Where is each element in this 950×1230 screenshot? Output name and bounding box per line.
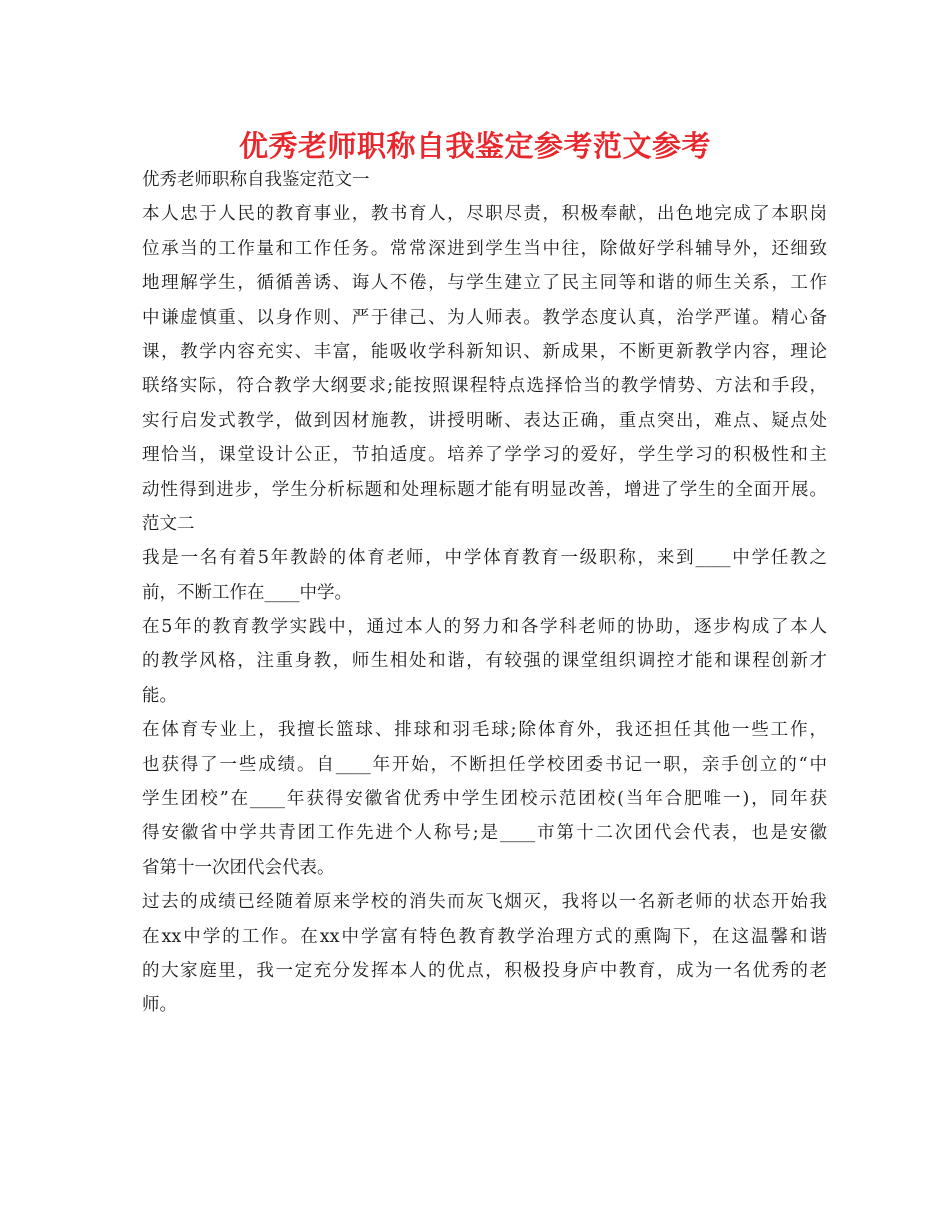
- text-line: 课，教学内容充实、丰富，能吸收学科新知识、新成果，不断更新教学内容，理论: [142, 341, 827, 362]
- text-line: 也获得了一些成绩。自____年开始，不断担任学校团委书记一职，亲手创立的“中: [142, 754, 827, 775]
- text-line: 联络实际，符合教学大纲要求;能按照课程特点选择恰当的教学情势、方法和手段，: [142, 376, 827, 397]
- section-heading-1: 优秀老师职称自我鉴定范文一: [142, 170, 370, 190]
- text-line: 在5年的教育教学实践中，通过本人的努力和各学科老师的协助，逐步构成了本人: [142, 617, 827, 638]
- text-line: 理恰当，课堂设计公正，节拍适度。培养了学学习的爱好，学生学习的积极性和主: [142, 445, 827, 466]
- text-line: 动性得到进步，学生分析标题和处理标题才能有明显改善，增进了学生的全面开展。: [142, 479, 827, 500]
- text-line: 的大家庭里，我一定充分发挥本人的优点，积极投身庐中教育，成为一名优秀的老: [142, 960, 827, 981]
- text-line: 省第十一次团代会代表。: [142, 857, 335, 878]
- text-line: 在体育专业上，我擅长篮球、排球和羽毛球;除体育外，我还担任其他一些工作，: [142, 720, 827, 741]
- text-line: 师。: [142, 995, 177, 1016]
- text-line: 实行启发式教学，做到因材施教，讲授明晰、表达正确，重点突出，难点、疑点处: [142, 410, 827, 431]
- text-line: 我是一名有着5年教龄的体育老师，中学体育教育一级职称，来到____中学任教之: [142, 548, 827, 569]
- document-title: 优秀老师职称自我鉴定参考范文参考: [238, 129, 711, 163]
- text-line: 学生团校”在____年获得安徽省优秀中学生团校示范团校(当年合肥唯一)，同年获: [142, 789, 827, 810]
- text-line: 在xx中学的工作。在xx中学富有特色教育教学治理方式的熏陶下，在这温馨和谐: [142, 926, 827, 947]
- text-line: 本人忠于人民的教育事业，教书育人，尽职尽责，积极奉献，出色地完成了本职岗: [142, 204, 827, 225]
- text-line: 的教学风格，注重身教，师生相处和谐，有较强的课堂组织调控才能和课程创新才: [142, 651, 827, 672]
- text-line: 能。: [142, 685, 177, 706]
- section-heading-2: 范文二: [142, 513, 195, 534]
- text-line: 中谦虚慎重、以身作则、严于律己、为人师表。教学态度认真，治学严谨。精心备: [142, 307, 827, 328]
- text-line: 地理解学生，循循善诱、诲人不倦，与学生建立了民主同等和谐的师生关系，工作: [142, 273, 827, 294]
- document-body: [142, 163, 827, 1023]
- text-line: 前，不断工作在____中学。: [142, 582, 352, 603]
- text-line: 过去的成绩已经随着原来学校的消失而灰飞烟灭，我将以一名新老师的状态开始我: [142, 892, 827, 913]
- text-line: 得安徽省中学共青团工作先进个人称号;是____市第十二次团代会代表，也是安徽: [142, 823, 827, 844]
- text-line: 位承当的工作量和工作任务。常常深进到学生当中往，除做好学科辅导外，还细致: [142, 238, 827, 259]
